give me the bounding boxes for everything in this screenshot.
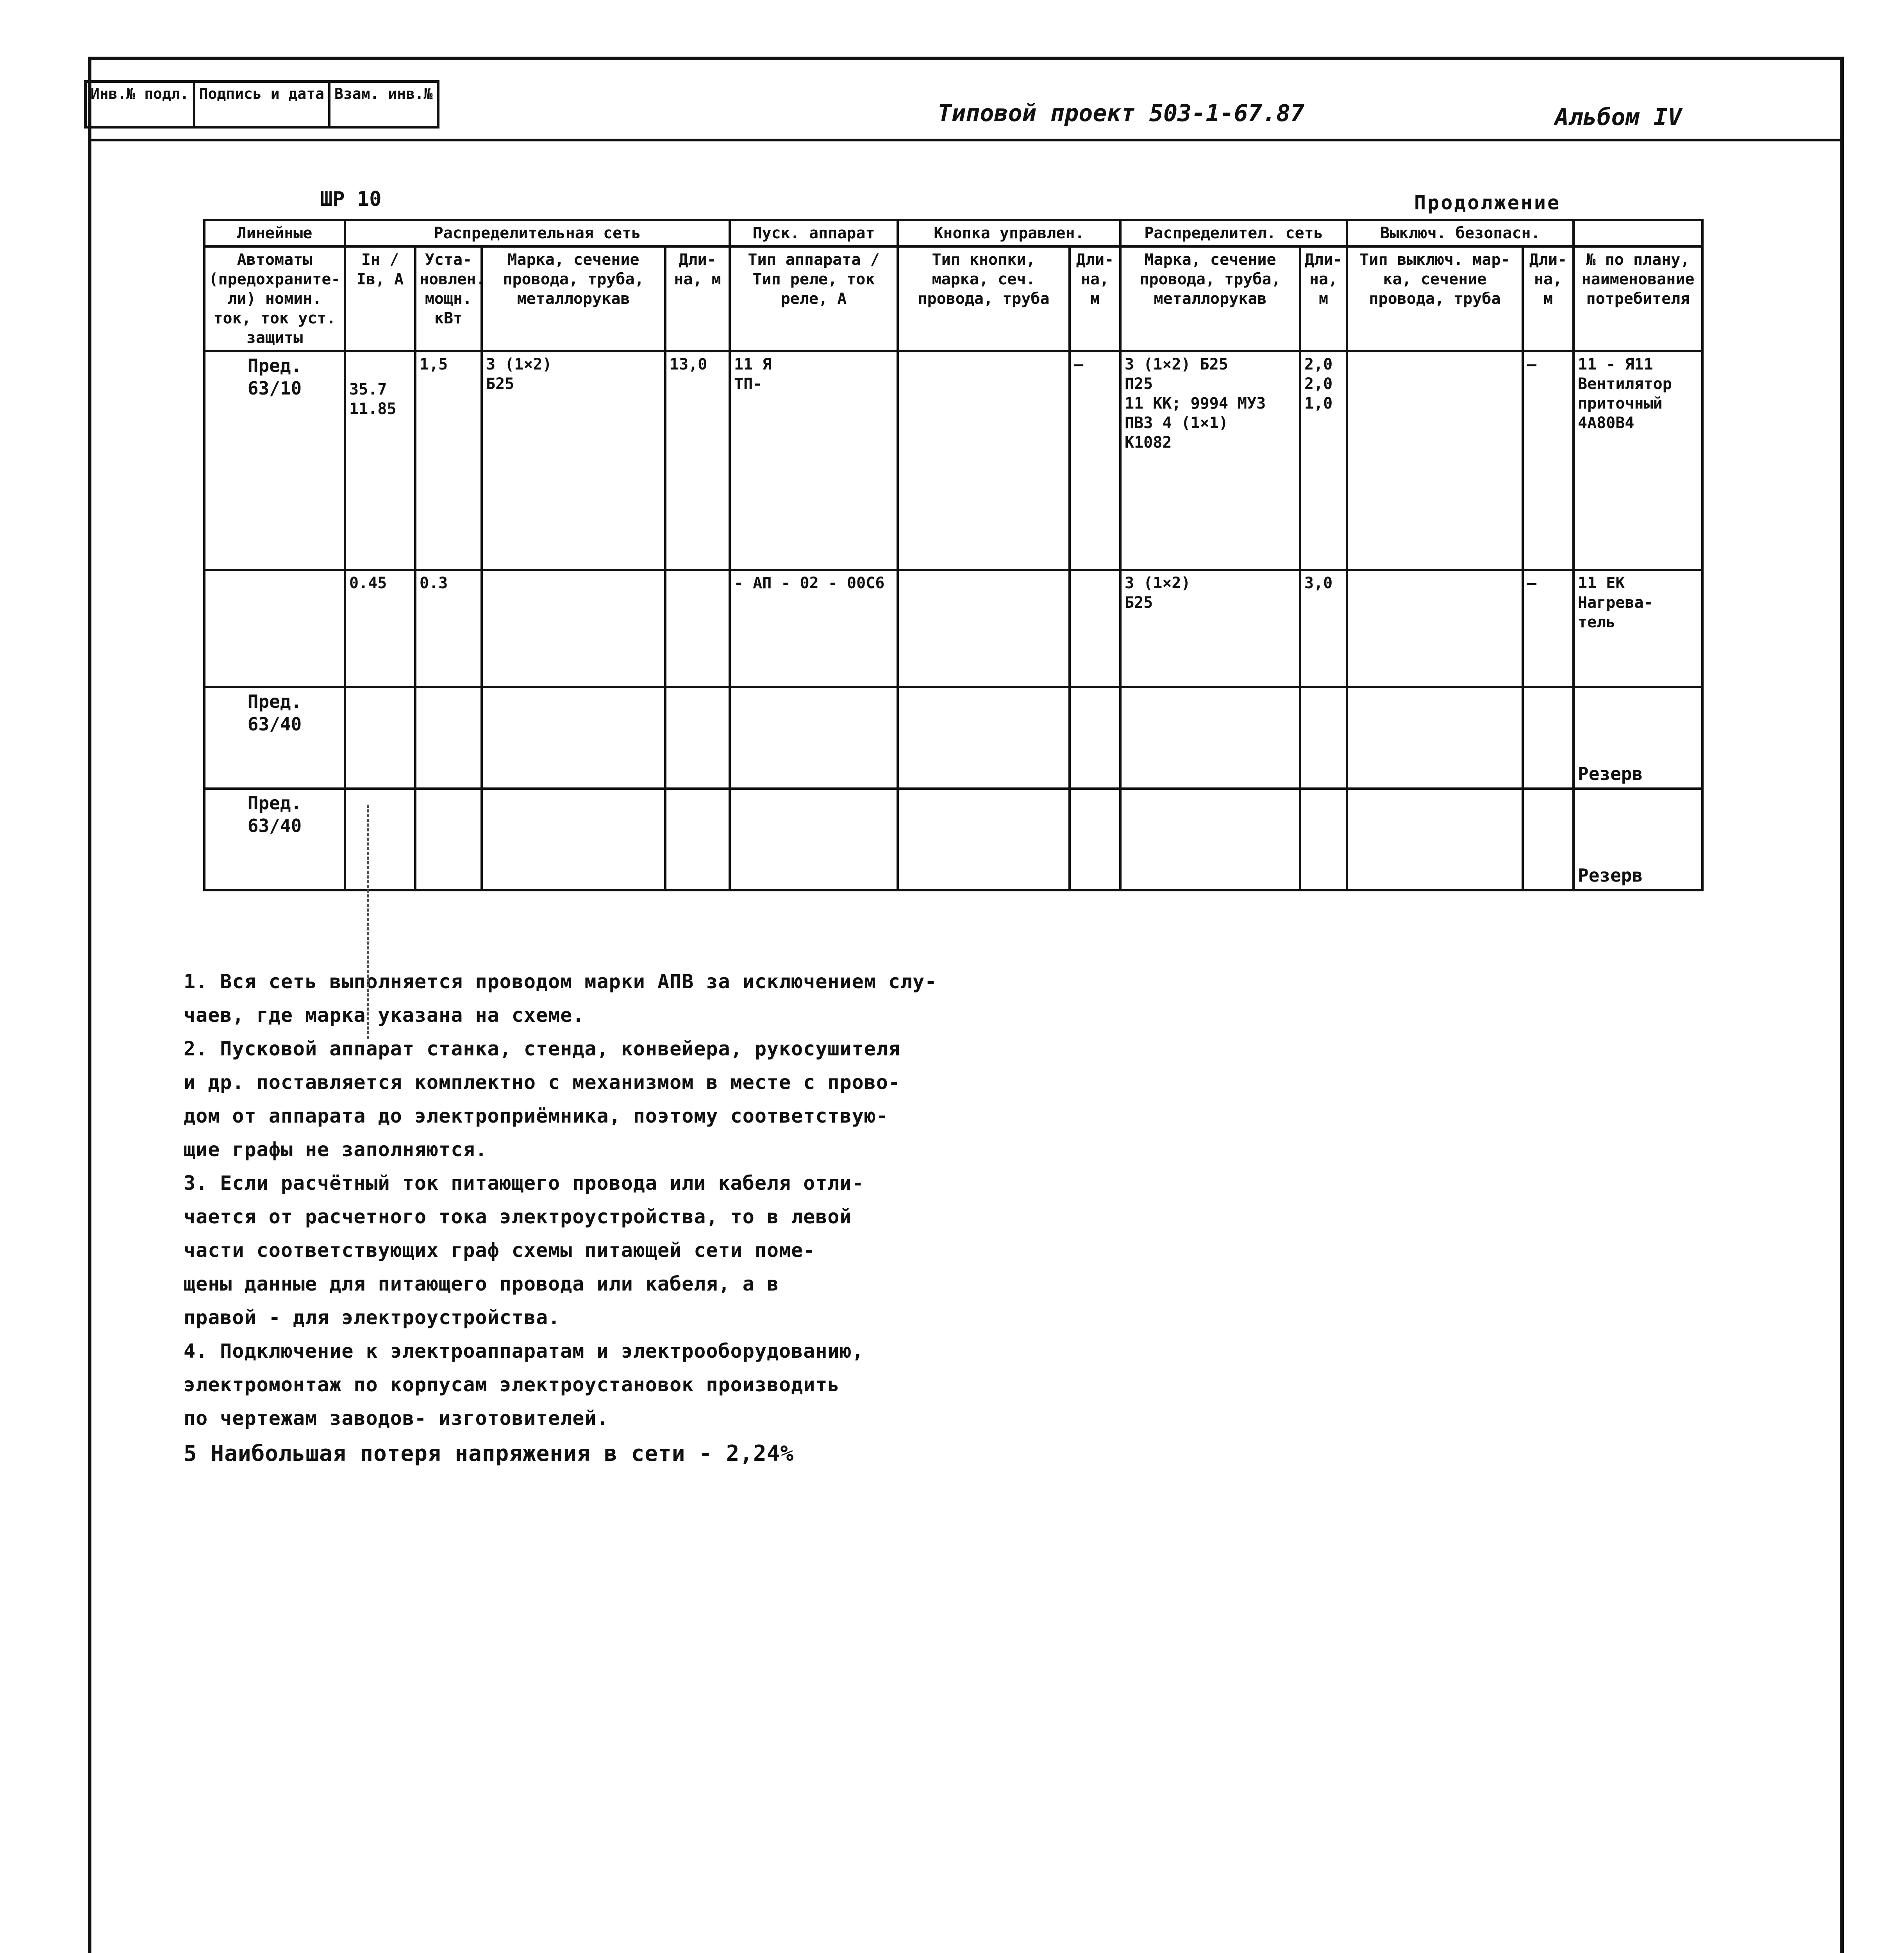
cell-dist-wire: [1120, 570, 1300, 687]
cell-button: [898, 351, 1070, 570]
cell-breaker: [204, 351, 345, 570]
note-line: электромонтаж по корпусам электроустановок производить: [184, 1373, 840, 1396]
cell-line: 4А80В4: [1578, 414, 1634, 432]
group-header: [1574, 220, 1702, 246]
sub-header: Установлен. мощн. кВт: [415, 246, 482, 351]
table-row: [204, 570, 1702, 687]
note-line: и др. поставляется комплектно с механизмом в месте с прово-: [184, 1071, 901, 1094]
cell-line: 11 - Я11: [1578, 355, 1653, 373]
cell-button: [898, 570, 1070, 687]
group-header: Выключ. безопасн.: [1347, 220, 1574, 246]
cell-dist-len: [1300, 351, 1347, 570]
cell-line: ТП-: [734, 375, 763, 393]
cell-length: [665, 570, 730, 687]
cell-current: [345, 687, 415, 789]
group-header: Распределительная сеть: [345, 220, 730, 246]
cell-line: тель: [1578, 613, 1616, 631]
cell-line: 3 (1×2): [486, 355, 552, 373]
cell-button-len: [1070, 687, 1120, 789]
cell-breaker: [204, 789, 345, 890]
corner-stamp-sign: Подпись и дата: [195, 83, 330, 126]
corner-stamp-replace: Взам. инв.№: [334, 85, 433, 102]
cell-line: Пред.: [247, 691, 302, 712]
cell-switch-len: [1523, 687, 1574, 789]
sub-header: № по плану, наименование потребителя: [1574, 246, 1702, 351]
cell-length: [665, 687, 730, 789]
cell-switch-len: —: [1523, 570, 1574, 687]
sub-header: Длина, м: [1070, 246, 1120, 351]
cell-line: П25: [1125, 375, 1153, 393]
dashed-guide: [367, 805, 369, 1039]
note-line: 4. Подключение к электроаппаратам и электрооборудованию,: [184, 1340, 864, 1362]
cell-switch: [1347, 687, 1523, 789]
cell-button-len: [1070, 789, 1120, 890]
cell-dist-len: [1300, 570, 1347, 687]
note-line: 2. Пусковой аппарат станка, стенда, конвейера, рукосушителя: [184, 1037, 901, 1060]
cell-power: 0.3: [415, 570, 482, 687]
corner-stamp-inv: Инв.№ подл.: [87, 83, 195, 126]
cell-line: приточный: [1578, 395, 1663, 412]
cell-wire: [482, 687, 665, 789]
table-row: [204, 351, 1702, 570]
cell-line: Б25: [1125, 594, 1153, 612]
note-line: чается от расчетного тока электроустройства, то в левой: [184, 1205, 852, 1228]
sub-header: Длина, м: [665, 246, 730, 351]
cell-line: 63/40: [247, 713, 302, 735]
cell-line: Резерв: [1578, 763, 1643, 784]
project-number: Типовой проект 503-1-67.87: [938, 100, 1305, 127]
cell-current: [345, 570, 415, 687]
cell-consumer: [1574, 570, 1702, 687]
group-header-row: [204, 220, 1702, 246]
cell-current: [345, 789, 415, 890]
note-line: части соответствующих граф схемы питающей сети поме-: [184, 1239, 816, 1262]
cell-consumer: [1574, 789, 1702, 890]
sub-header: Тип аппарата / Тип реле, ток реле, А: [730, 246, 898, 351]
cell-wire: [482, 570, 665, 687]
cell-breaker: [204, 570, 345, 687]
cell-button: [898, 687, 1070, 789]
distribution-table: [203, 219, 1704, 891]
cell-switch-len: —: [1523, 351, 1574, 570]
cell-line: Пред.: [247, 355, 302, 376]
cell-dist-len: [1300, 687, 1347, 789]
sub-header: Марка, сечение провода, труба, металлорукав: [482, 246, 665, 351]
general-notes: [184, 965, 1121, 1473]
note-line: 1. Вся сеть выполняется проводом марки АПВ за исключением слу-: [184, 970, 937, 993]
note-line: по чертежам заводов- изготовителей.: [184, 1407, 609, 1430]
cell-wire: [482, 789, 665, 890]
cell-line: Резерв: [1578, 864, 1643, 886]
cell-switch: [1347, 570, 1523, 687]
cell-dist-wire: [1120, 687, 1300, 789]
cell-button: [898, 789, 1070, 890]
cell-line: ПВЗ 4 (1×1): [1125, 414, 1228, 432]
note-line: дом от аппарата до электроприёмника, поэтому соответствую-: [184, 1105, 888, 1127]
cell-starter: [730, 789, 898, 890]
cell-line: 11 КК; 9994 МУЗ: [1125, 395, 1266, 412]
cell-line: 35.7: [349, 380, 387, 398]
cell-line: 3 (1×2) Б25: [1125, 355, 1228, 373]
cell-line: 1,0: [1304, 395, 1333, 412]
table-row: [204, 687, 1702, 789]
cell-line: К1082: [1125, 434, 1172, 452]
cell-length: [665, 789, 730, 890]
cell-breaker: [204, 687, 345, 789]
sub-header: Автоматы (предохранители) номин. ток, ток уст. защиты: [204, 246, 345, 351]
cell-current: [345, 351, 415, 570]
cell-power: 1,5: [415, 351, 482, 570]
note-line: 5 Наибольшая потеря напряжения в сети - 2,24%: [184, 1441, 794, 1466]
note-line: 3. Если расчётный ток питающего провода или кабеля отли-: [184, 1172, 864, 1194]
cell-line: Пред.: [247, 793, 302, 814]
group-header: Линейные: [204, 220, 345, 246]
cell-line: 3 (1×2): [1125, 574, 1191, 592]
cell-starter: [730, 570, 898, 687]
sub-header: Iн / Iв, А: [345, 246, 415, 351]
cell-line: 11 Я: [734, 355, 772, 373]
note-line: правой - для электроустройства.: [184, 1306, 561, 1329]
cell-line: 2,0: [1304, 355, 1333, 373]
cell-switch-len: [1523, 789, 1574, 890]
group-header: Распределител. сеть: [1120, 220, 1347, 246]
cell-power: [415, 687, 482, 789]
header-rule: [88, 139, 1844, 141]
cell-line: 2,0: [1304, 375, 1333, 393]
cell-dist-wire: [1120, 789, 1300, 890]
cell-line: Вентилятор: [1578, 375, 1672, 393]
cell-consumer: [1574, 687, 1702, 789]
corner-stamp: [84, 80, 439, 129]
note-line: чаев, где марка указана на схеме.: [184, 1004, 585, 1026]
sub-header: Длина, м: [1300, 246, 1347, 351]
cell-wire: [482, 351, 665, 570]
cell-line: 3,0: [1304, 574, 1333, 592]
album-label: Альбом IV: [1555, 104, 1682, 131]
cell-dist-len: [1300, 789, 1347, 890]
cell-line: - АП - 02 - 00С6: [734, 574, 885, 592]
cell-line: 11.85: [349, 400, 397, 418]
cell-line: 11 ЕК: [1578, 574, 1625, 592]
sub-header: Тип выключ. марка, сечение провода, труба: [1347, 246, 1523, 351]
sub-header: Марка, сечение провода, труба, металлорукав: [1120, 246, 1300, 351]
note-line: щие графы не заполняются.: [184, 1138, 488, 1161]
cell-dist-wire: [1120, 351, 1300, 570]
table-row: [204, 789, 1702, 890]
panel-title: ШР 10: [320, 187, 382, 211]
cell-line: Нагрева-: [1578, 594, 1653, 612]
cell-button-len: [1070, 570, 1120, 687]
group-header: Кнопка управлен.: [898, 220, 1120, 246]
sub-header-row: [204, 246, 1702, 351]
cell-line: 63/40: [247, 815, 302, 836]
sub-header: Длина, м: [1523, 246, 1574, 351]
sub-header: Тип кнопки, марка, сеч. провода, труба: [898, 246, 1070, 351]
cell-starter: [730, 687, 898, 789]
cell-length: 13,0: [665, 351, 730, 570]
cell-line: Б25: [486, 375, 514, 393]
cell-consumer: [1574, 351, 1702, 570]
continuation-label: Продолжение: [1414, 191, 1561, 214]
cell-line: 63/10: [247, 377, 302, 399]
cell-button-len: —: [1070, 351, 1120, 570]
group-header: Пуск. аппарат: [730, 220, 898, 246]
note-line: щены данные для питающего провода или кабеля, а в: [184, 1273, 779, 1295]
cell-switch: [1347, 789, 1523, 890]
cell-switch: [1347, 351, 1523, 570]
cell-power: [415, 789, 482, 890]
cell-starter: [730, 351, 898, 570]
cell-line: 0.45: [349, 574, 387, 592]
